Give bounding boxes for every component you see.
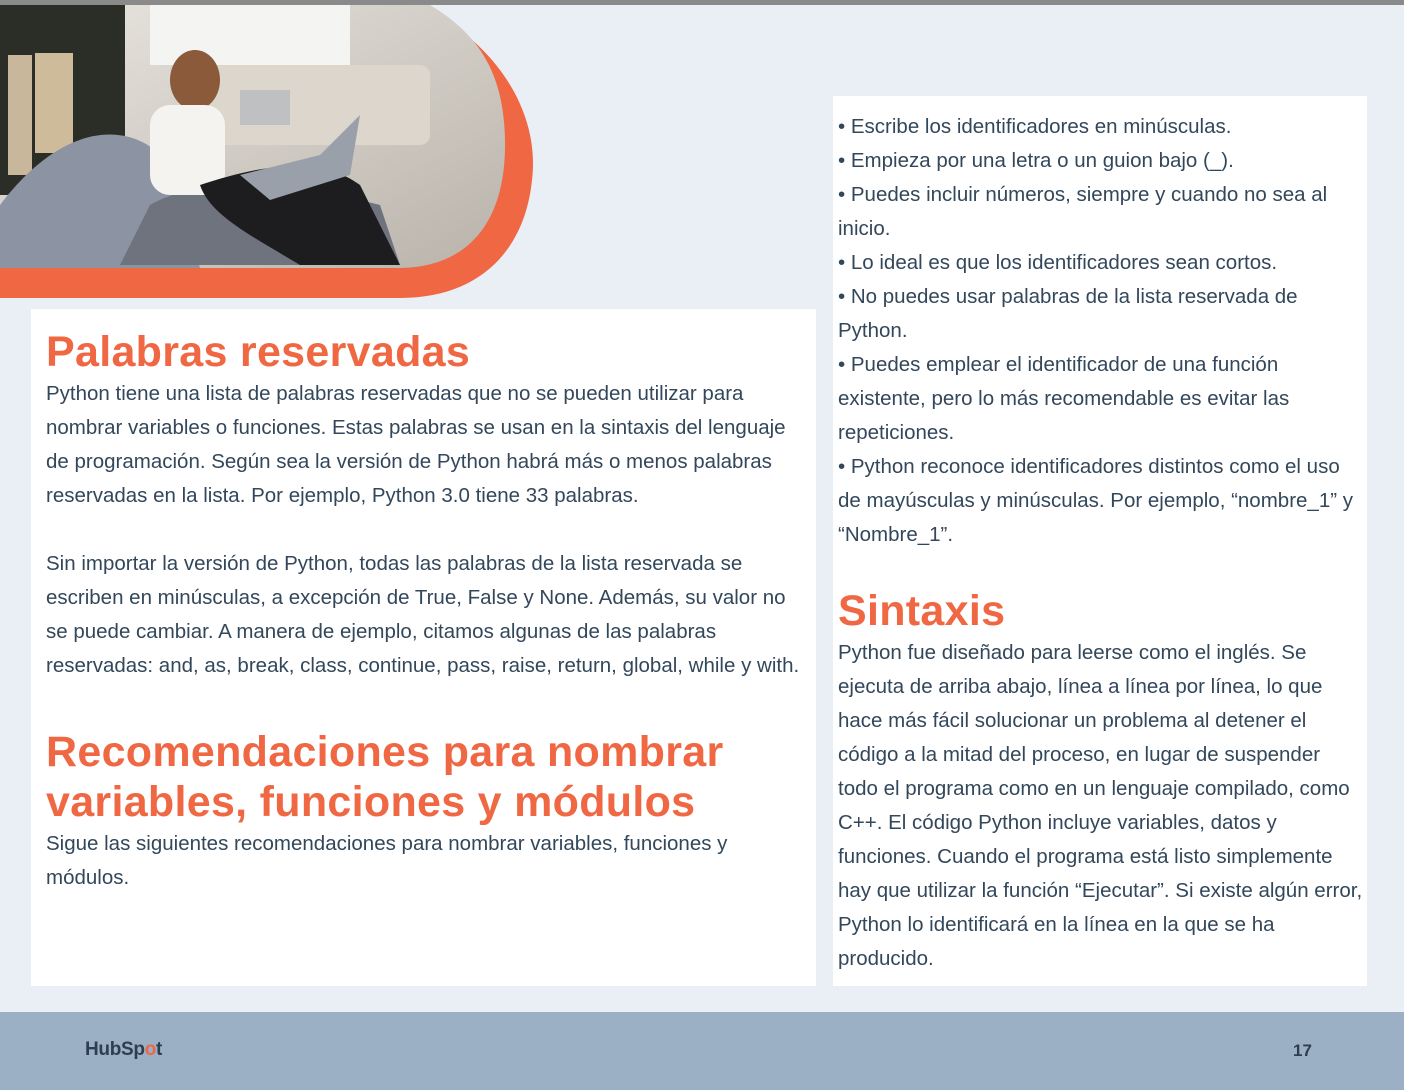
list-item: • Python reconoce identificadores distintos como el uso de mayúsculas y minúsculas. Por ejemplo, “nombre_1” y “Nombre_1”. xyxy=(838,455,1353,546)
left-content-card xyxy=(31,309,816,986)
right-content-card xyxy=(833,96,1367,986)
paragraph-recomendaciones: Sigue las siguientes recomendaciones para nombrar variables, funciones y módulos. xyxy=(46,832,728,889)
page-number: 17 xyxy=(1293,1041,1312,1060)
heading-recomendaciones: Recomendaciones para nombrar variables, funciones y módulos xyxy=(46,728,724,826)
hero-image xyxy=(0,5,540,305)
list-item: • Puedes incluir números, siempre y cuando no sea al inicio. xyxy=(838,183,1328,240)
list-item: • Escribe los identificadores en minúsculas. xyxy=(838,115,1232,138)
list-item: • Lo ideal es que los identificadores sean cortos. xyxy=(838,251,1278,274)
recommendations-list xyxy=(838,110,1363,552)
list-item: • No puedes usar palabras de la lista reservada de Python. xyxy=(838,285,1298,342)
list-item: • Empieza por una letra o un guion bajo (_). xyxy=(838,149,1234,172)
heading-sintaxis: Sintaxis xyxy=(838,587,1006,635)
paragraph-sintaxis: Python fue diseñado para leerse como el inglés. Se ejecuta de arriba abajo, línea a línea por línea, lo que hace más fácil solucionar un problema al detener el código a la mitad del proceso, en lugar de suspender todo el programa como en un lenguaje compilado, como C++. El código Python incluye variables, datos y funciones. Cuando el programa está listo simplemente hay que utilizar la función “Ejecutar”. Si existe algún error, Python lo identificará en la línea en la que se ha producido. xyxy=(838,641,1363,970)
heading-palabras-reservadas: Palabras reservadas xyxy=(46,328,471,376)
page-footer xyxy=(0,1012,1404,1090)
paragraph-reserved-words-intro: Python tiene una lista de palabras reservadas que no se pueden utilizar para nombrar variables o funciones. Estas palabras se usan en la sintaxis del lenguaje de programación. Según sea la versión de Python habrá más o menos palabras reservadas en la lista. Por ejemplo, Python 3.0 tiene 33 palabras. xyxy=(46,382,786,507)
hubspot-logo: HubSpot xyxy=(85,1039,163,1060)
paragraph-reserved-words-examples: Sin importar la versión de Python, todas las palabras de la lista reservada se escriben en minúsculas, a excepción de True, False y None. Además, su valor no se puede cambiar. A manera de ejemplo, citamos algunas de las palabras reservadas: and, as, break, class, continue, pass, raise, return, global, while y with. xyxy=(46,552,800,677)
list-item: • Puedes emplear el identificador de una función existente, pero lo más recomendable es evitar las repeticiones. xyxy=(838,353,1290,444)
